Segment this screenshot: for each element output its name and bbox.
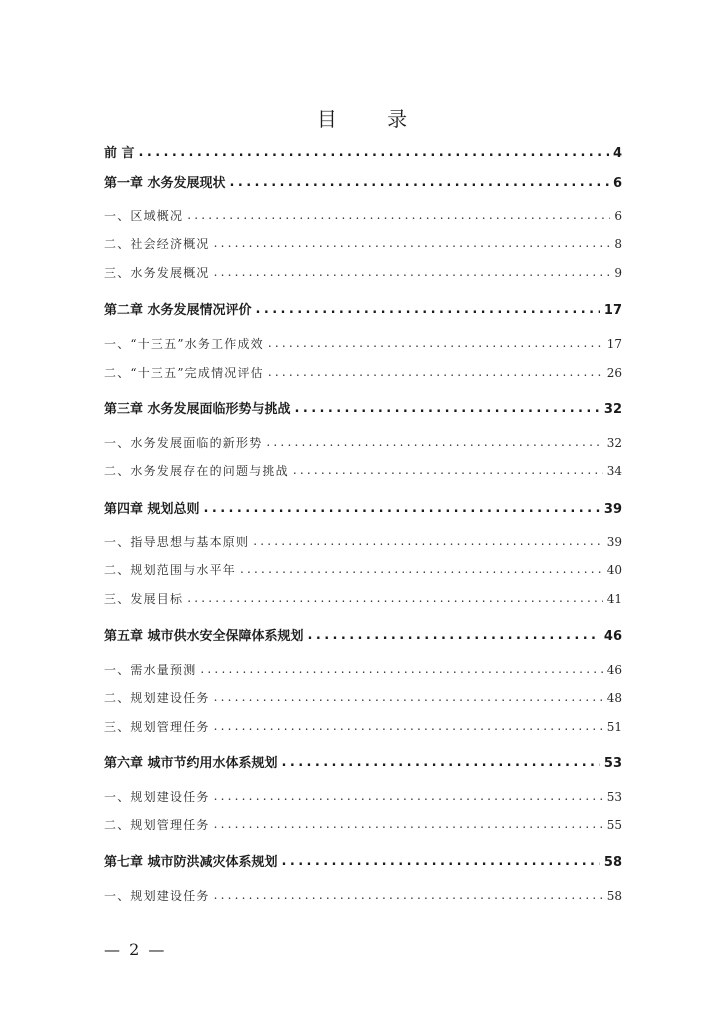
toc-entry[interactable]: [104, 364, 622, 386]
toc-entry[interactable]: [104, 299, 622, 321]
dot-leader: [214, 236, 611, 250]
toc-entry-label: 三、规划管理任务: [104, 720, 210, 734]
page-number-footer: — 2 —: [104, 940, 167, 959]
toc-entry[interactable]: [104, 498, 622, 520]
dot-leader: [240, 562, 603, 576]
toc-entry-label: 二、社会经济概况: [104, 237, 210, 251]
toc-entry[interactable]: [104, 207, 622, 229]
toc-entry-label: 第二章 水务发展情况评价: [104, 303, 252, 318]
toc-entry-page: 8: [614, 237, 622, 251]
toc-entry-label: 二、规划建设任务: [104, 691, 210, 705]
dot-leader: [282, 854, 600, 869]
toc-entry[interactable]: [104, 561, 622, 583]
toc-entry[interactable]: [104, 335, 622, 357]
toc-entry-label: 第三章 水务发展面临形势与挑战: [104, 402, 291, 417]
toc-entry-label: 第四章 规划总则: [104, 502, 200, 517]
toc-entry-label: 一、需水量预测: [104, 663, 197, 677]
toc-entry[interactable]: [104, 172, 622, 194]
toc-entry-page: 17: [603, 303, 622, 318]
toc-entry-label: 一、指导思想与基本原则: [104, 535, 250, 549]
toc-entry-label: 一、“十三五”水务工作成效: [104, 337, 264, 351]
toc-entry[interactable]: [104, 264, 622, 286]
dot-leader: [200, 662, 602, 676]
toc-entry-page: 4: [612, 146, 622, 161]
toc-entry-label: 一、水务发展面临的新形势: [104, 436, 263, 450]
dot-leader: [214, 719, 603, 733]
toc-entry[interactable]: [104, 398, 622, 420]
toc-entry-label: 第六章 城市节约用水体系规划: [104, 756, 278, 771]
dot-leader: [282, 755, 600, 770]
toc-entry-page: 17: [606, 337, 622, 351]
dot-leader: [295, 401, 600, 416]
toc-entry-label: 三、发展目标: [104, 592, 184, 606]
toc-entry-label: 一、规划建设任务: [104, 889, 210, 903]
toc-entry-label: 一、规划建设任务: [104, 790, 210, 804]
toc-entry[interactable]: [104, 661, 622, 683]
toc-entry[interactable]: [104, 788, 622, 810]
toc-entry-page: 26: [606, 366, 622, 380]
toc-entry-label: 二、规划范围与水平年: [104, 563, 237, 577]
toc-entry-page: 46: [603, 629, 622, 644]
toc-entry-page: 48: [606, 691, 622, 705]
toc-entry-page: 9: [614, 266, 622, 280]
dot-leader: [214, 789, 603, 803]
toc-entry[interactable]: [104, 887, 622, 909]
toc-entry-page: 53: [603, 756, 622, 771]
toc-entry[interactable]: [104, 625, 622, 647]
toc-entry[interactable]: [104, 235, 622, 257]
toc-entry-label: 二、水务发展存在的问题与挑战: [104, 464, 289, 478]
dot-leader: [214, 265, 611, 279]
dot-leader: [253, 534, 603, 548]
toc-entry[interactable]: [104, 851, 622, 873]
dot-leader: [187, 591, 603, 605]
toc-entry-page: 6: [614, 209, 622, 223]
toc-entry-label: 第一章 水务发展现状: [104, 176, 226, 191]
toc-entry-page: 53: [606, 790, 622, 804]
page-title: 目 录: [316, 107, 430, 131]
toc-entry[interactable]: [104, 533, 622, 555]
toc-entry[interactable]: [104, 689, 622, 711]
dot-leader: [139, 145, 609, 160]
toc-entry-page: 41: [606, 592, 622, 606]
dot-leader: [293, 463, 603, 477]
toc-entry-page: 46: [606, 663, 622, 677]
toc-entry-label: 二、规划管理任务: [104, 818, 210, 832]
dot-leader: [256, 302, 600, 317]
dot-leader: [214, 888, 603, 902]
dot-leader: [187, 208, 610, 222]
toc-entry-page: 34: [606, 464, 622, 478]
toc-entry[interactable]: [104, 816, 622, 838]
dot-leader: [204, 501, 600, 516]
toc-entry-label: 三、水务发展概况: [104, 266, 210, 280]
toc-entry-page: 39: [606, 535, 622, 549]
toc-entry-page: 32: [603, 402, 622, 417]
toc-entry-page: 39: [603, 502, 622, 517]
toc-entry[interactable]: [104, 718, 622, 740]
toc-entry-label: 一、区域概况: [104, 209, 184, 223]
dot-leader: [214, 817, 603, 831]
toc-entry-page: 32: [606, 436, 622, 450]
toc-entry-page: 58: [606, 889, 622, 903]
dot-leader: [230, 175, 609, 190]
dot-leader: [308, 628, 600, 643]
toc-entry-page: 58: [603, 855, 622, 870]
toc-entry-label: 前 言: [104, 146, 135, 161]
toc-entry-label: 第七章 城市防洪减灾体系规划: [104, 855, 278, 870]
dot-leader: [214, 690, 603, 704]
dot-leader: [266, 435, 602, 449]
toc-entry[interactable]: [104, 142, 622, 164]
toc-entry-label: 第五章 城市供水安全保障体系规划: [104, 629, 304, 644]
toc-entry[interactable]: [104, 752, 622, 774]
toc-entry-page: 6: [612, 176, 622, 191]
toc-entry-page: 40: [606, 563, 622, 577]
toc-entry-page: 55: [606, 818, 622, 832]
toc-entry-page: 51: [606, 720, 622, 734]
dot-leader: [268, 336, 603, 350]
toc-entry-label: 二、“十三五”完成情况评估: [104, 366, 264, 380]
dot-leader: [268, 365, 603, 379]
toc-entry[interactable]: [104, 590, 622, 612]
toc-entry[interactable]: [104, 434, 622, 456]
toc-entry[interactable]: [104, 462, 622, 484]
